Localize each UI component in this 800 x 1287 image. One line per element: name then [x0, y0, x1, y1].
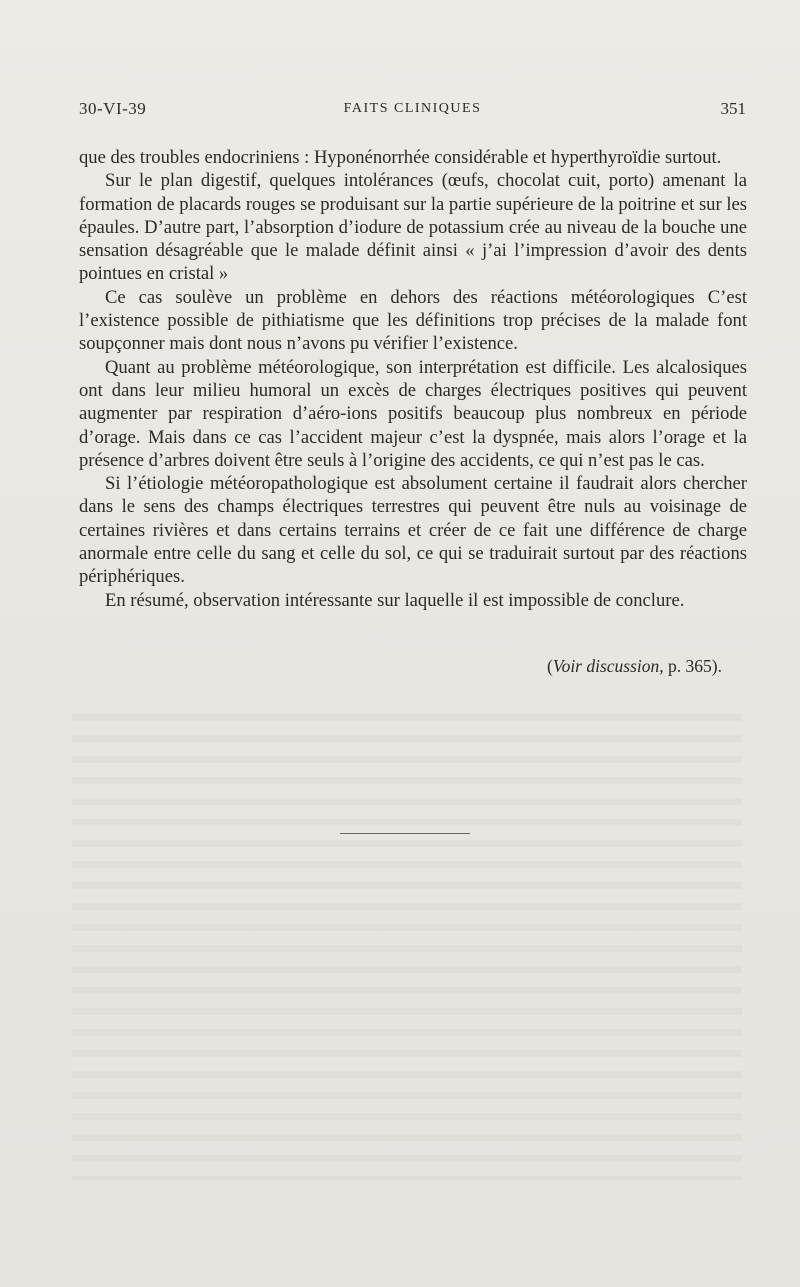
paragraph-etiology: Si l’étiologie météoropathologique est absolument certaine il faudrait alors chercher dans le sens des champs électriques terrestres qui peuvent être nuls au voisinage de certaines rivières et dans certains terrains et créer de ce fait une différence de charge anormale entre celle du sang et celle du sol, ce qui se traduirait surtout par des réactions périphériques.: [79, 473, 747, 588]
header-page-number: 351: [720, 99, 746, 118]
paragraph-pithiatism: Ce cas soulève un problème en dehors des réactions météorologiques C’est l’existence possible de pithiatisme que les définitions trop précises de la malade font soupçonner mais dont nous n’avons pu vérifier l’existence.: [79, 286, 747, 355]
header-date: 30-VI-39: [79, 99, 147, 118]
reference-italic: Voir discussion,: [552, 656, 664, 676]
running-header: [79, 99, 746, 125]
paragraph-summary: En résumé, observation intéressante sur laquelle il est impossible de conclure.: [105, 589, 685, 611]
paragraph-digestive: Sur le plan digestif, quelques intolérances (œufs, chocolat cuit, porto) amenant la formation de placards rouges se produisant sur la partie supérieure de la poitrine et sur les épaules. D’autre part, l’absorption d’iodure de potassium crée au niveau de la bouche une sensation désagréable que le malade définit ainsi « j’ai l’impression d’avoir des dents pointues en cristal »: [79, 170, 747, 285]
paragraph-meteorological: Quant au problème météorologique, son interprétation est difficile. Les alcalosiques ont dans leur milieu humoral un excès de charges électriques positives qui peuvent augmenter par respiration d’aéro-ions positifs beaucoup plus nombreux en période d’orage. Mais dans ce cas l’accident majeur c’est la dyspnée, mais alors l’orage et la présence d’arbres doivent être seuls à l’origine des accidents, ce qui n’est pas le cas.: [79, 356, 747, 471]
header-section-title: FAITS CLINIQUES: [343, 101, 482, 116]
discussion-reference: (Voir discussion, p. 365).: [546, 656, 722, 676]
body-text: [79, 146, 747, 612]
paragraph-continuation: que des troubles endocriniens : Hyponénorrhée considérable et hyperthyroïdie surtout.: [79, 147, 722, 168]
bleed-through-texture: [72, 700, 742, 1180]
reference-page: p. 365).: [663, 656, 722, 676]
